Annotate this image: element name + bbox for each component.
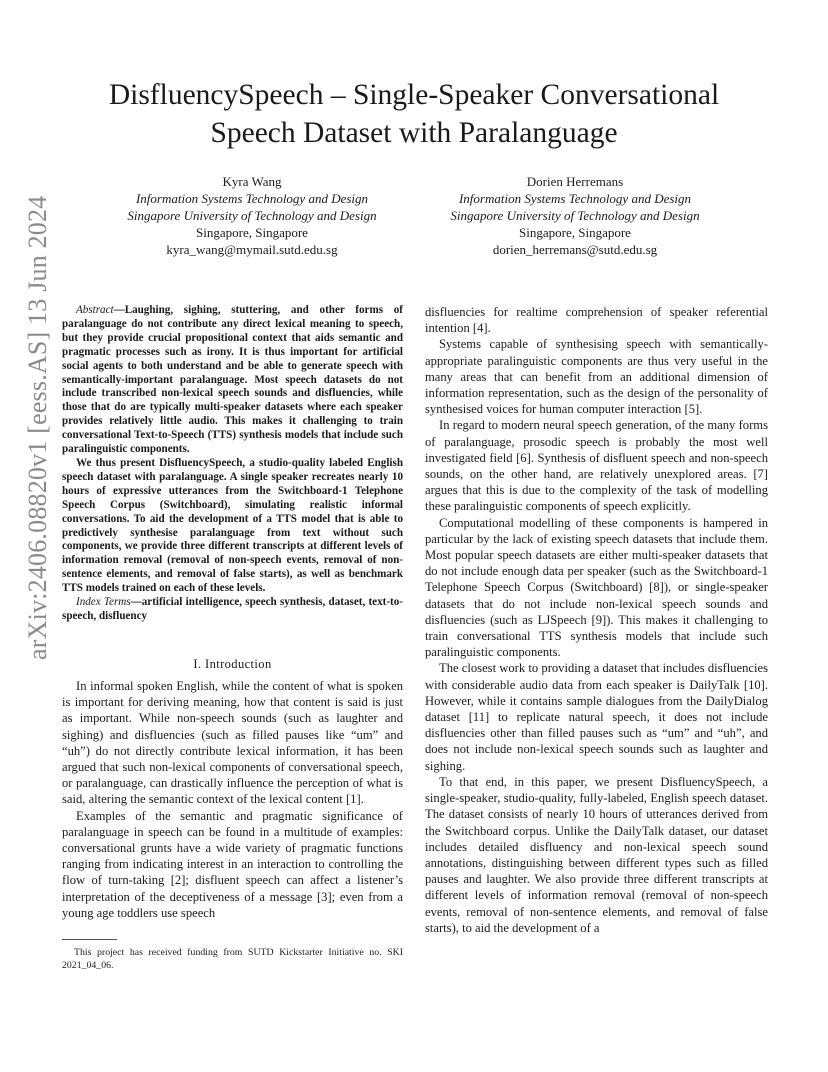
body-paragraph: Systems capable of synthesising speech with semantically-appropriate paralinguistic components are thus very useful in the many areas that can benefit from an additional dimension of information representation, such as the design of the personality of synthesised voices for human computer interaction [5]. [425,337,768,417]
author-affiliation: Information Systems Technology and Design [135,191,369,206]
author-block-2 [415,173,735,258]
body-paragraph: disfluencies for realtime comprehension of speaker referential intention [4]. [425,305,768,336]
author-email: kyra_wang@mymail.sutd.edu.sg [166,242,338,257]
author-affiliation: Singapore University of Technology and Design [450,208,700,223]
title-line-1: DisfluencySpeech – Single-Speaker Conversational [108,79,720,111]
paper-title [40,76,788,152]
body-paragraph: Computational modelling of these components is hampered in particular by the lack of existing speech datasets that include them. Most popular speech datasets are either multi-speaker datasets that do not include enough data per speaker (such as the Switchboard-1 Telephone Speech Corpus (Switchboard) [8]), or single-speaker datasets that do not include non-lexical speech sounds and disfluencies (such as LJSpeech [9]). This makes it challenging to train conversational TTS synthesis models that include such paralinguistic components. [425,515,768,660]
author-block-1 [92,173,412,258]
author-location: Singapore, Singapore [196,225,308,240]
body-paragraph: In regard to modern neural speech generation, of the many forms of paralanguage, prosodic speech is probably the most well investigated field [6]. Synthesis of disfluent speech and non-speech sounds, on the other hand, are relatively unexplored areas. [7] argues that this is due to the complexity of the task of modelling these paralinguistic components of speech explicitly. [425,418,768,514]
abstract-label: Abstract [76,304,114,316]
title-line-2: Speech Dataset with Paralanguage [210,117,618,149]
body-paragraph: The closest work to providing a dataset that includes disfluencies with considerable audio data from each speaker is DailyTalk [10]. However, while it contains sample dialogues from the DailyDialog dataset [11] to replicate natural speech, it does not include disfluencies other than filled pauses such as “um” and “uh”, and does not include non-lexical speech sounds such as laughter and sighing. [425,661,768,773]
index-terms-label: Index Terms [76,596,131,609]
abstract-paragraph: We thus present DisfluencySpeech, a studio-quality labeled English speech dataset with paralanguage. A single speaker recreates nearly 10 hours of expressive utterances from the Switchboard-1 Telephone Speech Corpus (Switchboard), simulating realistic informal conversations. To aid the development of a TTS model that is able to predictively synthesise paralanguage from text without such components, we provide three different transcripts at different levels of information removal (removal of non-speech events, removal of non-sentence elements, and removal of false starts), as well as benchmark TTS models trained on each of these levels. [62,456,403,595]
body-paragraph: To that end, in this paper, we present DisfluencySpeech, a single-speaker, studio-quality, fully-labeled, English speech dataset. The dataset consists of nearly 10 hours of utterances derived from the Switchboard corpus. Unlike the DailyTalk dataset, our dataset includes detailed disfluency and non-lexical speech sound annotations, distinguishing between different types such as filled pauses and laughter. We also provide three different transcripts at different levels of information removal (removal of non-speech events, removal of non-sentence elements, and removal of false starts), to aid the development of a [425,774,768,935]
arxiv-stamp: arXiv:2406.08820v1 [eess.AS] 13 Jun 2024 [23,195,52,660]
index-terms [62,596,403,624]
footnote-text: This project has received funding from SUTD Kickstarter Initiative no. SKI 2021_04_06. [62,947,403,971]
section-heading-introduction: I. Introduction [193,657,272,671]
funding-footnote [62,946,403,972]
right-column-body [425,304,768,936]
abstract-text: —Laughing, sighing, stuttering, and other forms of paralanguage do not contribute any direct lexical meaning to speech, but they provide crucial propositional context that aids semantic and pragmatic processes such as irony. It is thus important for artificial social agents to both understand and be able to generate speech with semantically-important paralanguage. Most speech datasets do not include transcribed non-lexical speech sounds and disfluencies, while those that do are typically multi-speaker datasets where each speaker provides relatively little audio. This makes it challenging to train conversational Text-to-Speech (TTS) synthesis models that include such paralinguistic components. [62,304,403,456]
left-column-body [62,678,403,921]
footnote-divider [62,939,117,940]
index-terms-text: —artificial intelligence, speech synthesis, dataset, text-to-speech, disfluency [62,596,403,622]
author-location: Singapore, Singapore [519,225,631,240]
body-paragraph: In informal spoken English, while the content of what is spoken is important for deriving meaning, how that content is said is just as important. While non-speech sounds (such as laughter and sighing) and disfluencies (such as filled pauses like “um” and “uh”) do not directly contribute lexical information, it has been argued that such non-lexical components of conversational speech, or paralanguage, can drastically influence the perception of what is said, altering the semantic context of the lexical content [1]. [62,679,403,807]
author-affiliation: Information Systems Technology and Design [458,191,692,206]
abstract-paragraph [62,304,403,457]
author-name: Kyra Wang [222,174,282,189]
author-affiliation: Singapore University of Technology and Design [127,208,377,223]
author-email: dorien_herremans@sutd.edu.sg [492,242,658,257]
author-name: Dorien Herremans [526,174,624,189]
abstract [62,304,403,624]
body-paragraph: Examples of the semantic and pragmatic significance of paralanguage in speech can be found in a multitude of examples: conversational grunts have a wide variety of pragmatic functions ranging from indicating interest in an interaction to controlling the flow of turn-taking [2]; disfluent speech can affect a listener’s interpretation of the deceptiveness of a message [3]; even from a young age toddlers use speech [62,808,403,920]
